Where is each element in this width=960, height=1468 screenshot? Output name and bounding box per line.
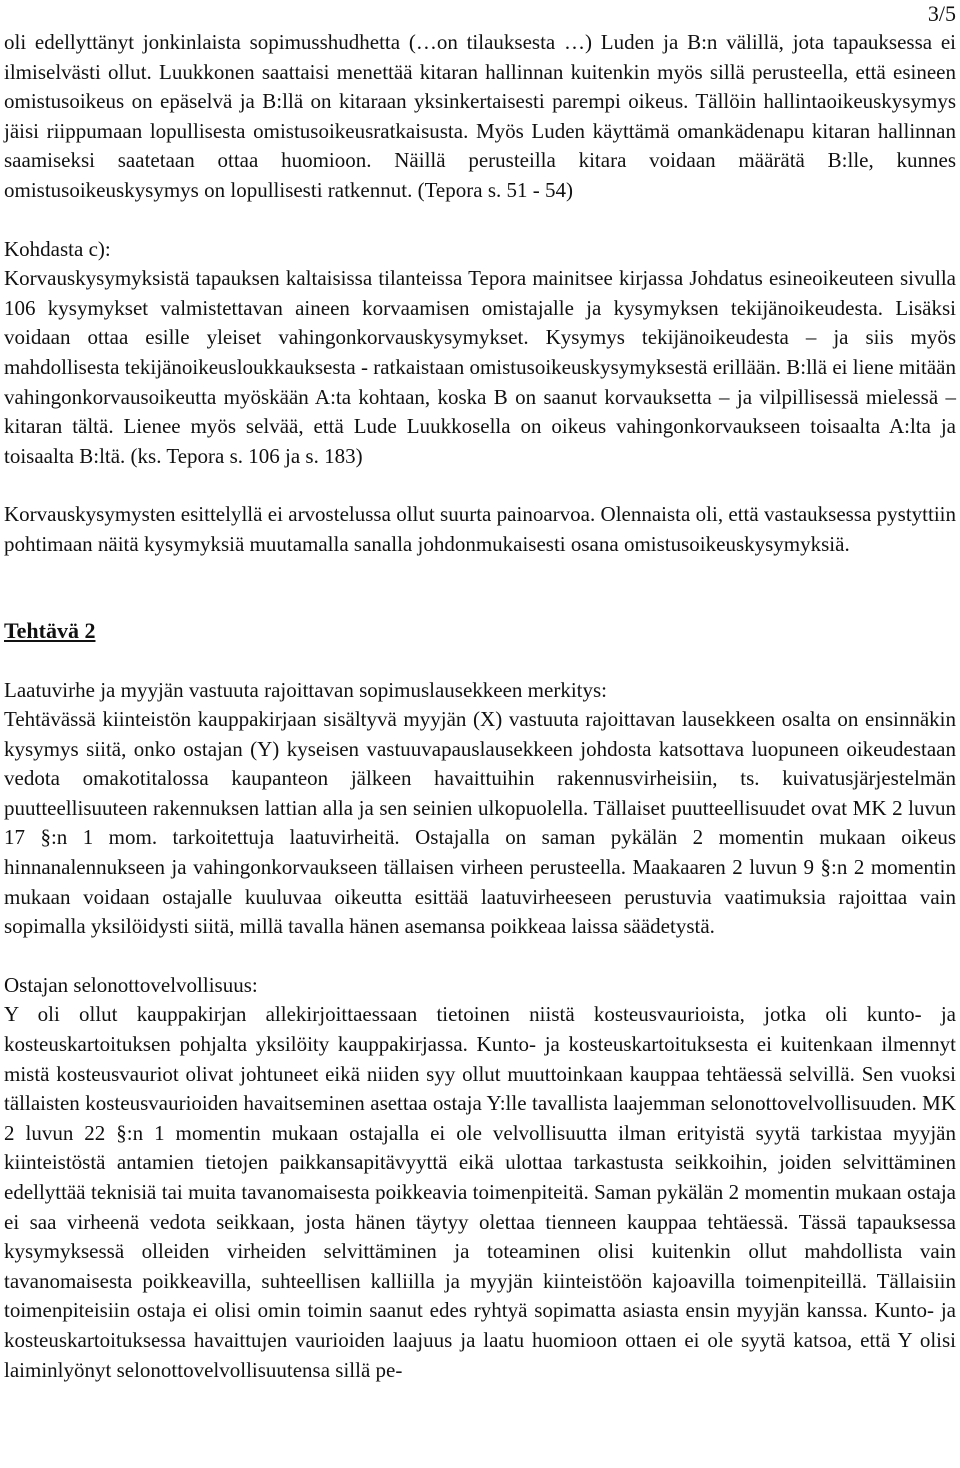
document-body <box>4 28 956 1385</box>
section-c-label: Kohdasta c): <box>4 236 111 261</box>
section-a-paragraph: oli edellyttänyt jonkinlaista sopimusshudhetta (…on tilauksesta …) Luden ja B:n välillä, jota tapauksessa ei ilmiselvästi ollut. Luukkonen saattaisi menettää kitaran hallinnan kuitenkin myös sillä perusteella, että esineen omistusoikeus on epäselvä ja B:llä on kitaraan yksinkertaisesti parempi oikeus. Tällöin hallintaoikeuskysymys jäisi riippumaan lopullisesta omistusoikeusratkaisusta. Myös Luden käyttämä omankädenapu kitaran hallinnan saamiseksi saatetaan ottaa huomioon. Näillä perusteilla kitara voidaan määrätä B:lle, kunnes omistusoikeuskysymys on lopullisesti ratkennut. (Tepora s. 51 - 54) <box>4 30 956 202</box>
section-c-paragraph: Korvauskysymyksistä tapauksen kaltaisissa tilanteissa Tepora mainitsee kirjassa Johdatus esineoikeuteen sivulla 106 kysymykset valmistettavan aineen korvaamisen omistajalle ja kysymyksen tekijänoikeudesta. Lisäksi voidaan ottaa esille yleiset vahingonkorvauskysymykset. Kysymys tekijänoikeudesta – ja siis myös mahdollisesta tekijänoikeusloukkauksesta - ratkaistaan omistusoikeuskysymyksestä erillään. B:llä ei liene mitään vahingonkorvausoikeutta myöskään A:ta kohtaan, koska B on saanut korvauksetta – ja vilpillisessä mielessä – kitaran tältä. Lienee myös selvää, että Lude Luukkosella on oikeus vahingonkorvaukseen toisaalta A:lta ja toisaalta B:ltä. (ks. Tepora s. 106 ja s. 183) <box>4 266 956 468</box>
page-number: 3/5 <box>927 1 956 26</box>
section-c2-paragraph: Korvauskysymysten esittelyllä ei arvostelussa ollut suurta painoarvoa. Olennaista oli, että vastauksessa pystyttiin pohtimaan näitä kysymyksiä muutamalla sanalla johdonmukaisesti osana omistusoikeuskysymyksiä. <box>4 502 956 556</box>
task-2-title: Tehtävä 2 <box>4 617 96 643</box>
inspection-duty-paragraph: Y oli ollut kauppakirjan allekirjoittaessaan tietoinen niistä kosteusvaurioista, jotka oli kunto- ja kosteuskartoituksen pohjalta yksilöity kauppakirjassa. Kunto- ja kosteuskartoituksesta ei kuitenkaan ilmennyt mistä kosteusvauriot olivat johtuneet eikä niiden syy ollut muuttoinkaan kauppaa tehtäessä selvillä. Sen vuoksi tällaisten kosteusvaurioiden havaitseminen asettaa ostaja Y:lle tavallista laajemman selonottovelvollisuuden. MK 2 luvun 22 §:n 1 momentin mukaan ostajalla ei ole velvollisuutta ilman erityistä syytä tarkistaa myyjän kiinteistöstä antamien tietojen paikkansapitävyyttä eikä ulottaa tarkastusta seikkoihin, joiden selvittäminen edellyttää teknisiä tai muita tavanomaisesta poikkeavia toimenpiteitä. Saman pykälän 2 momentin mukaan ostaja ei saa virheenä vedota seikkaan, josta hänen täytyy olettaa tienneen kauppaa tehtäessä. Tässä tapauksessa kysymyksessä olleiden virheiden selvittäminen ja toteaminen olisi kuitenkin ollut mahdollista vain tavanomaisesta poikkeavilla, suhteellisen kalliilla ja myyjän kiinteistöön kajoavilla toimenpiteillä. Tällaisiin toimenpiteisiin ostaja ei olisi omin toimin saanut edes ryhtyä sopimatta asiasta ensin myyjän kanssa. Kunto- ja kosteuskartoituksessa havaittujen vaurioiden laajuus ja laatu huomioon ottaen ei ole syytä katsoa, että Y olisi laiminlyönyt selonottovelvollisuutensa sillä pe- <box>4 1002 956 1382</box>
document-page <box>4 0 956 1468</box>
inspection-duty-label: Ostajan selonottovelvollisuus: <box>4 972 258 997</box>
defect-paragraph: Tehtävässä kiinteistön kauppakirjaan sisältyvä myyjän (X) vastuuta rajoittavan lausekkeen osalta on ensinnäkin kysymys siitä, onko ostajan (Y) kyseisen vastuuvapauslausekkeen johdosta katsottava luopuneen oikeudestaan vedota omakotitalossa kaupanteon jälkeen havaittuihin rakennusvirheisiin, ts. kuivatusjärjestelmän puutteellisuuteen rakennuksen lattian alla ja sen seinien ulkopuolella. Tällaiset puutteellisuudet ovat MK 2 luvun 17 §:n 1 mom. tarkoitettuja laatuvirheitä. Ostajalla on saman pykälän 2 momentin mukaan oikeus hinnanalennukseen ja vahingonkorvaukseen tällaisen virheen perusteella. Maakaaren 2 luvun 9 §:n 2 momentin mukaan voidaan ostajalle kuuluvaa oikeutta esittää laatuvirheeseen perustuvia vaatimuksia rajoittaa vain sopimalla yksilöidysti siitä, millä tavalla hänen asemansa poikkeaa laissa säädetystä. <box>4 707 956 939</box>
defect-label: Laatuvirhe ja myyjän vastuuta rajoittavan sopimuslausekkeen merkitys: <box>4 677 608 702</box>
